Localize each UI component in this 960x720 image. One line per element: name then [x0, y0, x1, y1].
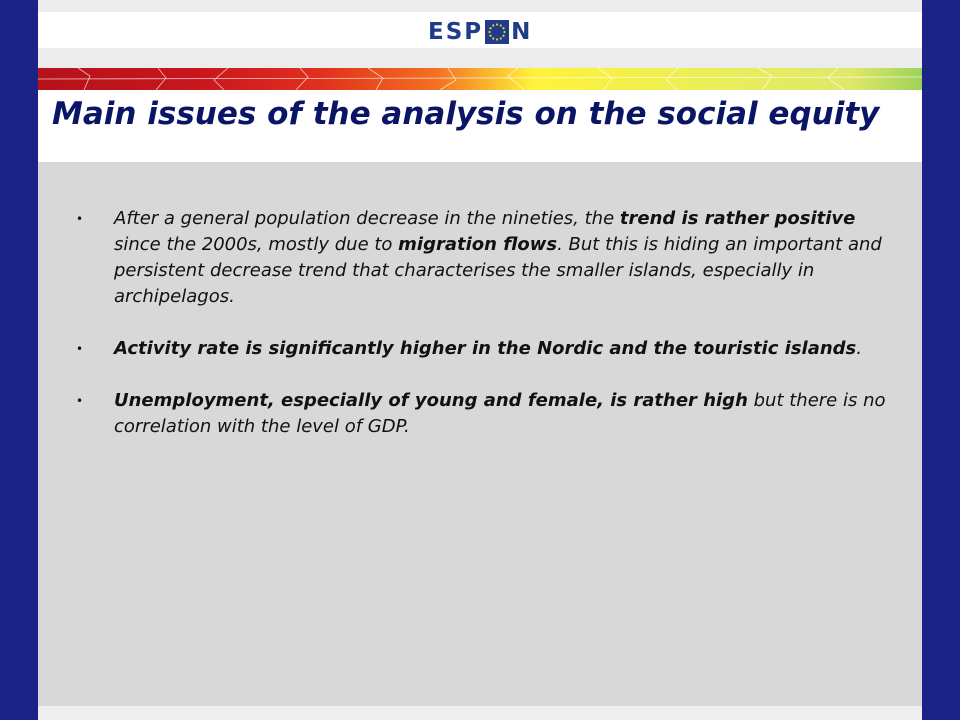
logo-text-right: N	[511, 19, 533, 45]
bullet-text-bold: Activity rate is significantly higher in the Nordic and the touristic islands	[114, 338, 857, 359]
bullet-text-bold: migration flows	[398, 234, 558, 255]
bullet-item	[74, 336, 894, 362]
bullet-list	[74, 206, 894, 466]
bullet-dot-icon: •	[76, 394, 84, 408]
eu-flag-icon	[485, 20, 509, 44]
bullet-text: .	[856, 338, 862, 359]
bullet-dot-icon: •	[76, 212, 84, 226]
slide-title: Main issues of the analysis on the social equity	[52, 96, 880, 132]
espon-logo	[428, 18, 532, 46]
bullet-text: After a general population decrease in the nineties, the	[114, 208, 620, 229]
slide	[38, 0, 922, 720]
bullet-text-bold: Unemployment, especially of young and female, is rather high	[114, 390, 748, 411]
bullet-item	[74, 206, 894, 310]
map-strip	[38, 68, 922, 90]
bullet-text: . But this is hiding an important and persistent decrease trend that characterises the smaller islands, especially in archipelagos.	[114, 234, 882, 307]
title-band	[38, 90, 922, 162]
bullet-item	[74, 388, 894, 440]
footer-band	[38, 706, 922, 720]
logo-bar	[38, 12, 922, 48]
bullet-text: but there is no correlation with the level of GDP.	[114, 390, 886, 437]
bullet-text-bold: trend is rather positive	[619, 208, 856, 229]
content-area	[38, 162, 922, 706]
bullet-dot-icon: •	[76, 342, 84, 356]
bullet-text: since the 2000s, mostly due to	[114, 234, 399, 255]
logo-text-left: ESP	[428, 19, 484, 45]
